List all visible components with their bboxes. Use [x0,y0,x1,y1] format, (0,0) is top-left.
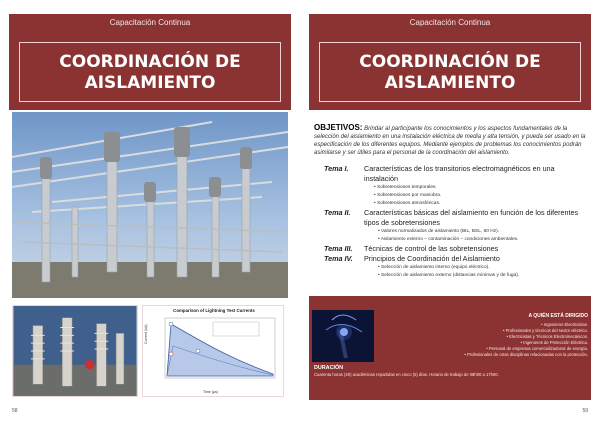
insulator-photo [12,305,138,397]
tema-label: Tema II. [324,208,351,217]
left-header-band [9,14,291,110]
bullet-item: • Valores normalizados de aislamiento (BIL, BSL, 60 Hz). [378,229,500,234]
tema-4 [324,254,588,264]
duracion-title: DURACIÓN [314,365,344,371]
tema-text: Características básicas del aislamiento en función de los diferentes tipos de sobretensiones [364,208,579,227]
bullet-item: • Sobretensiones atmosféricas. [374,201,441,206]
bullet-item: • Sobretensiones por maniobra. [374,193,442,198]
right-title-line2: AISLAMIENTO [384,73,516,93]
tema-1 [324,164,588,184]
bullet-item: • Selección de aislamiento externo (distancias mínimas y de fuga). [378,273,520,278]
right-header-band [309,14,591,110]
dirigido-item: • Personal de empresas comercializadoras de energía. [486,346,588,351]
tema-text: Principios de Coordinación del Aislamiento [364,254,500,263]
chart-ylabel: Current (kA) [144,324,148,344]
dirigido-item: • Ingenieros de Protección Eléctrica. [520,340,588,345]
right-title-box [319,42,581,102]
dirigido-item: • Profesionales y técnicos del sector eléctrico. [502,328,588,333]
tema-text: Técnicas de control de las sobretensiones [364,244,499,253]
objetivos-label: OBJETIVOS: [314,123,363,132]
right-subtitle: Capacitación Continua [409,18,491,27]
left-subtitle: Capacitación Continua [109,18,191,27]
duracion-text: Cuarenta horas (40) académicas repartidas en cinco (5) días. Horario de trabajo de 08h00 a 17h00. [314,372,499,377]
spark-photo [312,310,374,362]
tema-label: Tema III. [324,244,353,253]
lightning-chart [142,305,284,397]
bullet-item: • Sobretensiones temporales. [374,185,437,190]
dirigido-item: • Profesionales de otras disciplinas relacionadas con la protección. [464,352,588,357]
dirigido-list [400,322,588,358]
tema-2 [324,208,588,228]
objetivos-text: Brindar al participante los conocimientos y los aspectos fundamentales de la selección del aislamiento en una instalación eléctrica de media y alta tensión, y pueda ser usado en la especificación de los diferentes equipos. Mediante ejemplos de problemas los conocimientos podrán asimilarse y ser útiles para el personal de la coordinación del aislamiento. [314,126,586,156]
temas-list [324,164,588,280]
dirigido-item: • Electricistas y Técnicos Electromecánicos. [506,334,588,339]
left-title-line2: AISLAMIENTO [84,73,216,93]
chart-title: Comparison of Lightning Test Currents [173,308,255,313]
bullet-item: • Aislamiento externo – contaminación – condiciones ambientales. [378,237,519,242]
left-title-line1: COORDINACIÓN DE [59,52,241,72]
right-title-line1: COORDINACIÓN DE [359,52,541,72]
tema-label: Tema IV. [324,254,353,263]
tema-3 [324,244,588,254]
tema-text: Características de los transitorios electromagnéticos en una instalación [364,164,555,183]
left-title-box [19,42,281,102]
chart-xlabel: Time (µs) [203,390,219,394]
chart-plot [153,316,279,390]
objetivos-section [314,124,586,157]
bullet-item: • Selección de aislamiento interno (equipo eléctrico). [378,265,490,270]
dirigido-title: A QUIÉN ESTÁ DIRIGIDO [528,313,588,319]
substation-photo [12,112,288,298]
dirigido-item: • Ingenieros Electricistas. [541,322,588,327]
left-page-number: 58 [12,408,18,414]
tema-label: Tema I. [324,164,349,173]
right-page [300,0,600,424]
right-page-number: 59 [582,408,588,414]
